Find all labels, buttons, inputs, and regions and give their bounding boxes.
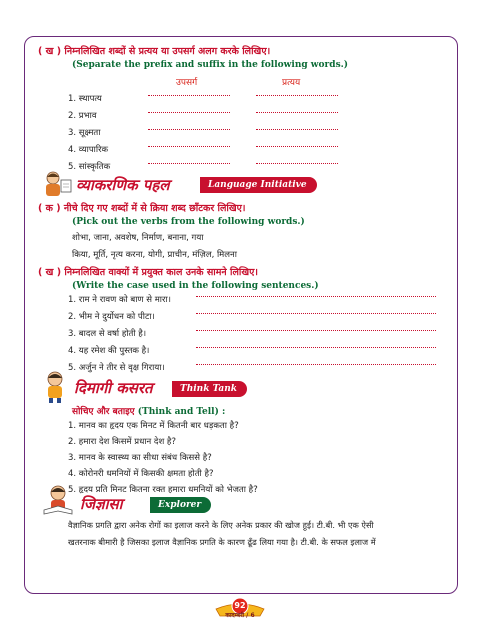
banner-language-label: Language Initiative <box>200 177 317 193</box>
banner-think-label: Think Tank <box>172 381 247 397</box>
banner-explorer-title: जिज्ञासा <box>80 495 123 513</box>
answer-line-tense-4[interactable] <box>196 347 436 348</box>
section-ka-subheading: (Pick out the verbs from the following words.) <box>72 217 305 227</box>
thinking-child-illustration <box>40 370 70 404</box>
answer-line-tense-5[interactable] <box>196 364 436 365</box>
section-kha2-heading: ( ख ) निम्नलिखित वाक्यों में प्रयुक्त काल उनके सामने लिखिए। <box>38 267 258 278</box>
word-item-5: 5. सांस्कृतिक <box>68 162 111 172</box>
answer-line-prefix-2[interactable] <box>148 112 230 113</box>
section-kha2-subheading: (Write the case used in the following sentences.) <box>72 281 319 291</box>
question-item-3: 3. मानव के स्वास्थ्य का सीधा संबंध किससे है? <box>68 453 212 463</box>
answer-line-suffix-1[interactable] <box>256 95 338 96</box>
banner-language-title: व्याकरणिक पहल <box>76 176 170 194</box>
answer-line-tense-1[interactable] <box>196 296 436 297</box>
verb-words-line-2: किया, मूर्ति, नृत्य करना, योगी, प्राचीन, मंज़िल, मिलना <box>72 250 237 260</box>
explorer-paragraph-line-1: वैज्ञानिक प्रगति द्वारा अनेक रोगों का इलाज करने के लिए अनेक प्रकार की खोज हुई। टी.बी. भी एक ऐसी <box>68 520 374 530</box>
think-tell-heading-hindi: सोचिए और बताइए <box>72 407 135 417</box>
section-kha-heading: ( ख ) निम्नलिखित शब्दों से प्रत्यय या उपसर्ग अलग करके लिखिए। <box>38 46 271 57</box>
question-item-4: 4. कोरोनरी धमनियों में किसकी क्षमता होती है? <box>68 469 214 479</box>
verb-words-line-1: शोभा, जाना, अवशेष, निर्माण, बनाना, गया <box>72 233 204 243</box>
answer-line-prefix-4[interactable] <box>148 146 230 147</box>
word-item-3: 3. सूक्ष्मता <box>68 128 101 138</box>
word-item-1: 1. स्थापत्य <box>68 94 102 104</box>
answer-line-tense-2[interactable] <box>196 313 436 314</box>
word-item-2: 2. प्रभाव <box>68 111 97 121</box>
banner-explorer-label: Explorer <box>150 497 211 513</box>
sentence-item-4: 4. यह रमेश की पुस्तक है। <box>68 346 150 356</box>
column-head-suffix: प्रत्यय <box>282 78 301 88</box>
answer-line-suffix-4[interactable] <box>256 146 338 147</box>
answer-line-prefix-5[interactable] <box>148 163 230 164</box>
reading-child-illustration <box>40 484 76 516</box>
answer-line-tense-3[interactable] <box>196 330 436 331</box>
banner-think-title: दिमागी कसरत <box>74 379 153 397</box>
think-tell-heading <box>72 404 225 417</box>
answer-line-prefix-3[interactable] <box>148 129 230 130</box>
sentence-item-3: 3. बादल से वर्षा होती है। <box>68 329 147 339</box>
explorer-paragraph-line-2: खतरनाक बीमारी है जिसका इलाज वैज्ञानिक प्रगति के कारण ढूँढ लिया गया है। टी.बी. के सफल इलाज में <box>68 537 376 547</box>
answer-line-suffix-5[interactable] <box>256 163 338 164</box>
sentence-item-5: 5. अर्जुन ने तीर से वृक्ष गिराया। <box>68 363 165 373</box>
answer-line-suffix-2[interactable] <box>256 112 338 113</box>
sentence-item-1: 1. राम ने रावण को बाण से मारा। <box>68 295 171 305</box>
question-item-2: 2. हमारा देश किसमें प्रधान देश है? <box>68 437 176 447</box>
question-item-1: 1. मानव का हृदय एक मिनट में कितनी बार धड़कता है? <box>68 421 239 431</box>
series-name: कादम्बरी / 6 <box>225 612 255 619</box>
page-number: 92 <box>234 601 246 610</box>
think-tell-heading-english: (Think and Tell) : <box>137 407 226 417</box>
answer-line-suffix-3[interactable] <box>256 129 338 130</box>
sentence-item-2: 2. भीम ने दुर्योधन को पीटा। <box>68 312 155 322</box>
section-kha-subheading: (Separate the prefix and suffix in the following words.) <box>72 60 349 70</box>
question-item-5: 5. हृदय प्रति मिनट कितना रक्त हमारा धमनियों को भेजता है? <box>68 485 258 495</box>
answer-line-prefix-1[interactable] <box>148 95 230 96</box>
word-item-4: 4. व्यापारिक <box>68 145 109 155</box>
teacher-illustration <box>40 170 74 198</box>
column-head-prefix: उपसर्ग <box>176 78 198 88</box>
section-ka-heading: ( क ) नीचे दिए गए शब्दों में से क्रिया शब्द छाँटकर लिखिए। <box>38 203 246 214</box>
